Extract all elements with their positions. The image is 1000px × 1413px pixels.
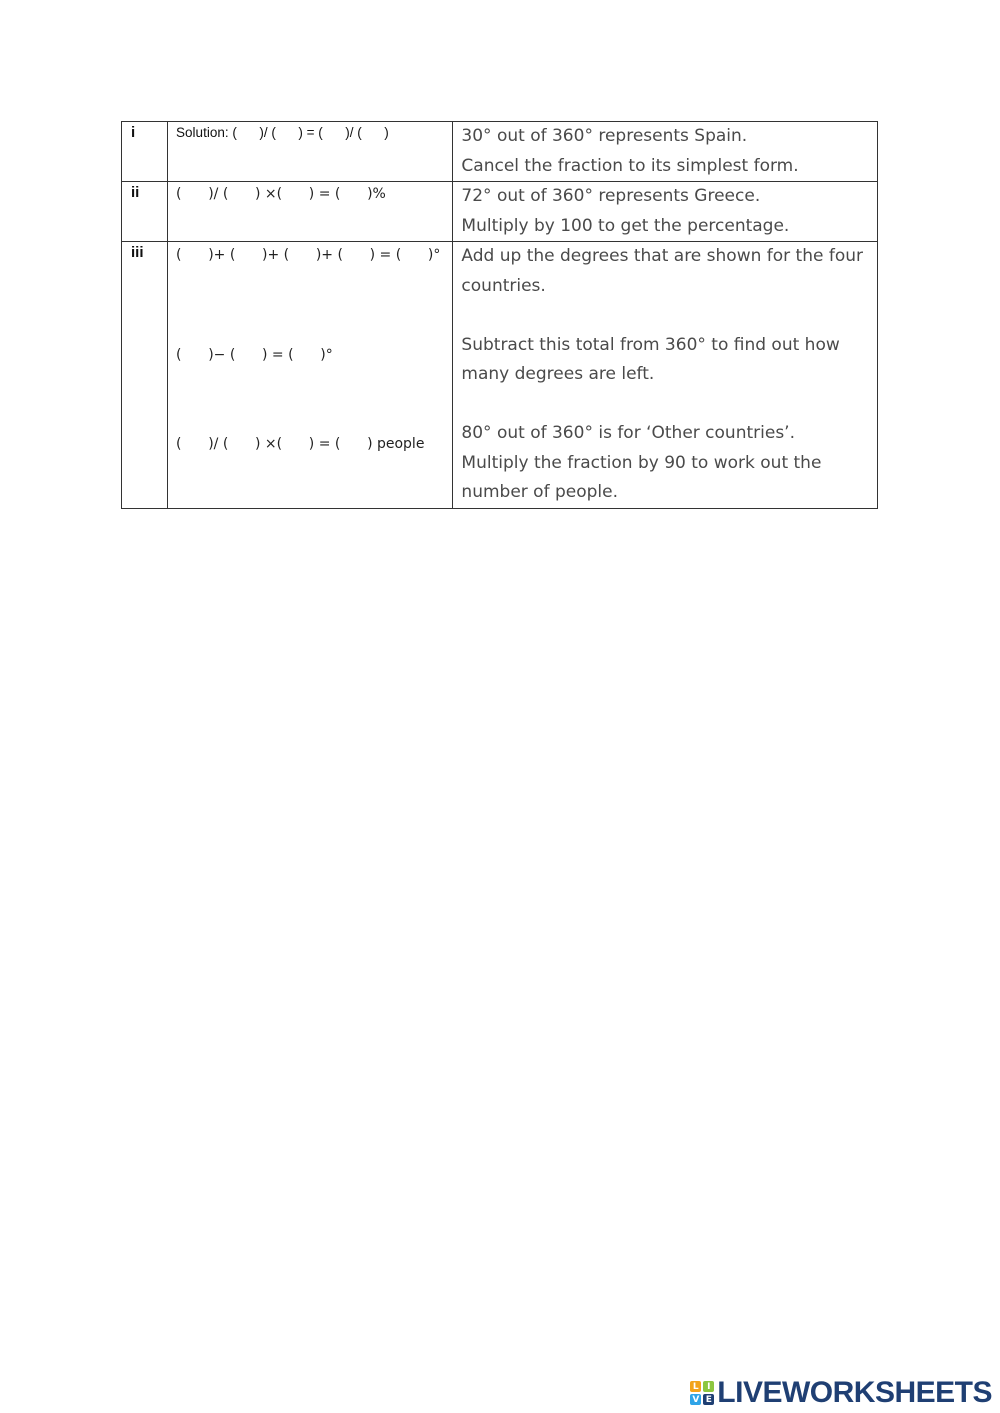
hint-cell — [453, 122, 878, 182]
liveworksheets-logo-icon — [690, 1381, 714, 1405]
work-line-people[interactable]: ( )/ ( ) ×( ) = ( ) people — [176, 436, 425, 452]
work-line-greece[interactable]: ( )/ ( ) ×( ) = ( )% — [176, 186, 386, 202]
hint-line: 80° out of 360° is for ‘Other countries’. — [461, 423, 795, 443]
row-label-cell — [122, 122, 168, 182]
hint-line: Multiply the fraction by 90 to work out the — [461, 452, 822, 473]
row-label: i — [131, 124, 136, 141]
spacer — [453, 390, 877, 420]
row-label: ii — [131, 184, 140, 201]
work-line-sum[interactable]: ( )+ ( )+ ( )+ ( ) = ( )° — [176, 247, 441, 263]
row-label: iii — [131, 244, 144, 261]
hint-line: 30° out of 360° represents Spain. — [461, 126, 748, 146]
hint-cell — [453, 242, 878, 509]
logo-letter-v: V — [690, 1394, 701, 1405]
hint-cell — [453, 182, 878, 242]
table-row — [122, 242, 878, 509]
liveworksheets-logo-text: LIVEWORKSHEETS — [717, 1376, 992, 1409]
worksheet-table — [121, 121, 878, 509]
hint-line: Subtract this total from 360° to find out how — [461, 334, 840, 355]
logo-letter-i: I — [703, 1381, 714, 1392]
hint-line: countries. — [461, 275, 546, 296]
table-row — [122, 122, 878, 182]
logo-letter-e: E — [703, 1394, 714, 1405]
row-label-cell — [122, 182, 168, 242]
hint-line: many degrees are left. — [461, 364, 655, 384]
table-row — [122, 182, 878, 242]
spacer — [453, 301, 877, 331]
hint-line: Cancel the fraction to its simplest form. — [461, 155, 799, 176]
work-cell — [168, 242, 453, 509]
work-cell — [168, 122, 453, 182]
work-cell — [168, 182, 453, 242]
row-label-cell — [122, 242, 168, 509]
hint-line: Add up the degrees that are shown for the four — [461, 246, 864, 266]
liveworksheets-logo — [690, 1376, 992, 1410]
hint-line: 72° out of 360° represents Greece. — [461, 186, 761, 206]
work-line-difference[interactable]: ( )− ( ) = ( )° — [176, 347, 333, 363]
hint-line: Multiply by 100 to get the percentage. — [461, 215, 790, 236]
logo-letter-l: L — [690, 1381, 701, 1392]
work-line-spain[interactable]: Solution: ( )/ ( ) = ( )/ ( ) — [176, 125, 389, 140]
hint-line: number of people. — [461, 482, 618, 502]
